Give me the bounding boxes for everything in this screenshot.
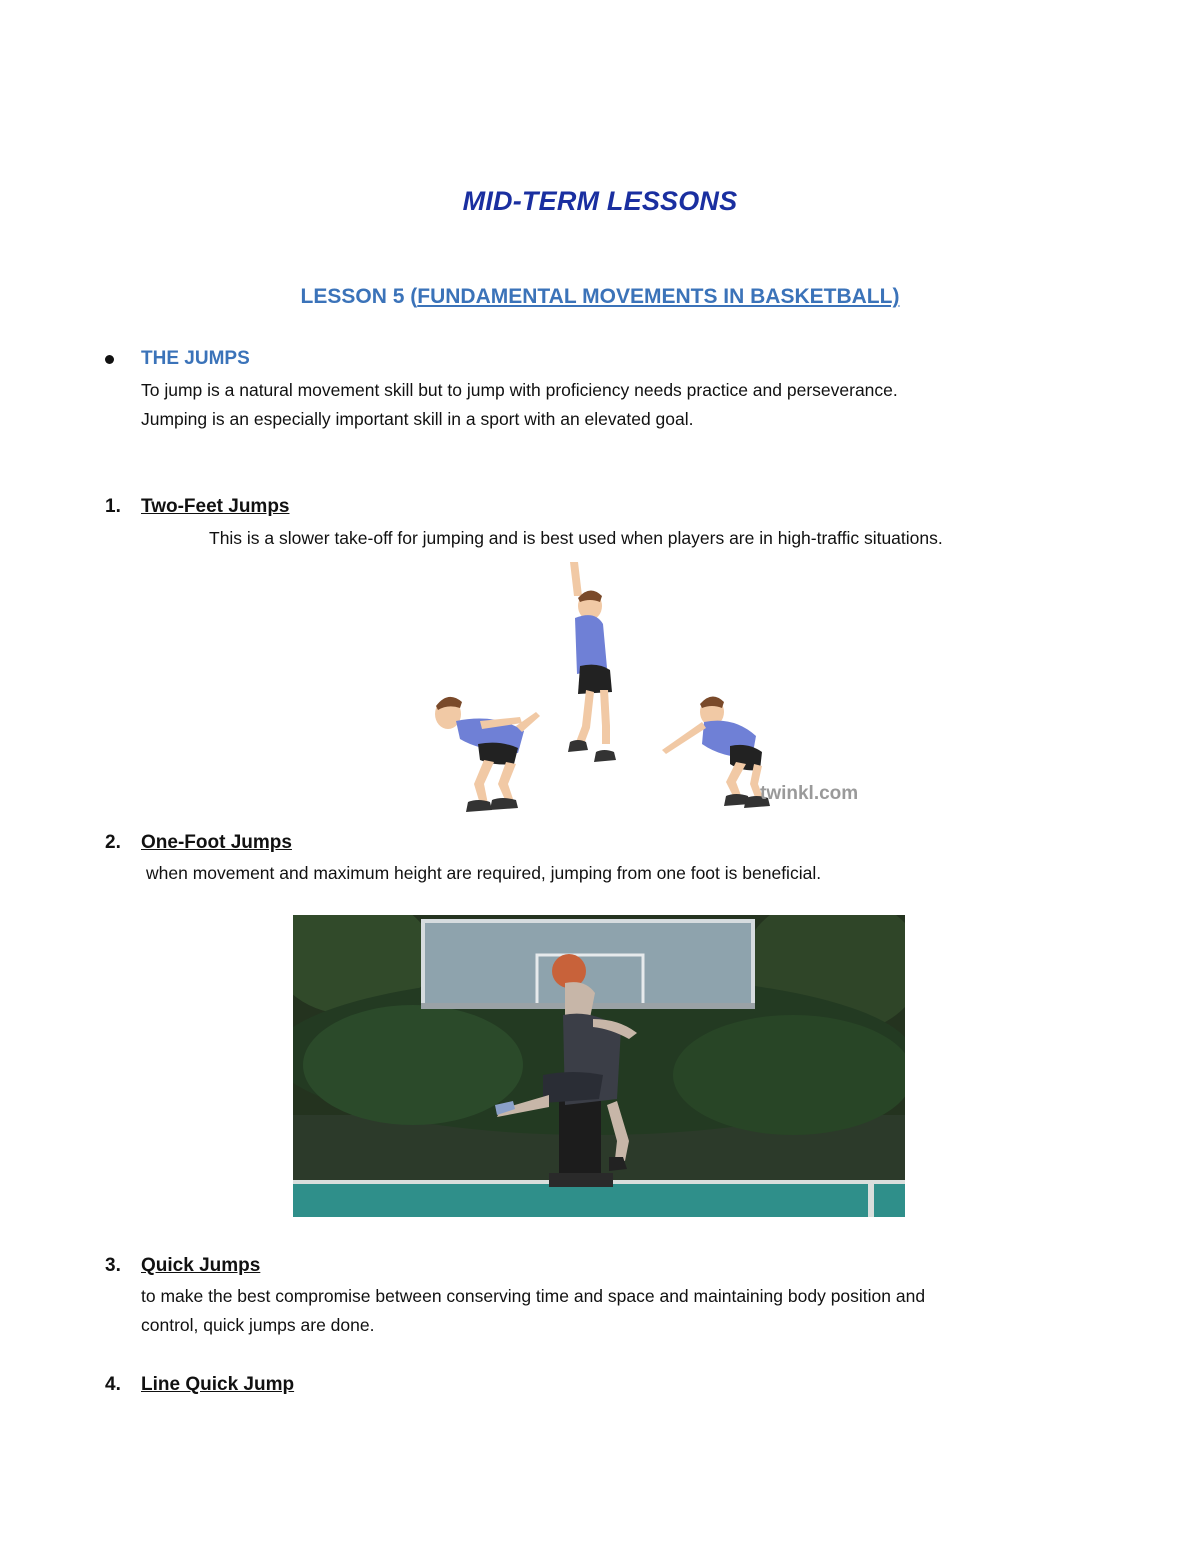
- watermark-text: twinkl.com: [760, 783, 859, 804]
- jumps-intro-line-1: To jump is a natural movement skill but to jump with proficiency needs practice and perseverance.: [141, 380, 898, 400]
- bullet-dot-icon: [105, 355, 114, 364]
- item-3-text-line-1: to make the best compromise between conserving time and space and maintaining body position and: [141, 1286, 926, 1306]
- item-2-title: One-Foot Jumps: [141, 832, 292, 853]
- item-1-title: Two-Feet Jumps: [141, 496, 290, 517]
- jumping-player-figure: [568, 562, 616, 762]
- document-title: MID-TERM LESSONS: [462, 186, 738, 216]
- item-3-number: 3.: [105, 1255, 121, 1276]
- item-3-text-line-2: control, quick jumps are done.: [141, 1315, 375, 1335]
- crouching-player-figure: [435, 697, 540, 812]
- item-2-number: 2.: [105, 832, 121, 853]
- item-2-text: when movement and maximum height are required, jumping from one foot is beneficial.: [146, 863, 822, 883]
- item-4-title: Line Quick Jump: [141, 1374, 295, 1395]
- landing-player-figure: [662, 696, 770, 808]
- item-1-text: This is a slower take-off for jumping and is best used when players are in high-traffic situations.: [209, 528, 943, 548]
- item-3-title: Quick Jumps: [141, 1255, 261, 1276]
- jumps-intro-line-2: Jumping is an especially important skill in a sport with an elevated goal.: [141, 409, 694, 429]
- item-4-number: 4.: [105, 1374, 121, 1395]
- two-feet-jump-illustration: [420, 556, 870, 821]
- one-foot-jump-photo: [293, 915, 905, 1217]
- item-1-number: 1.: [105, 496, 121, 517]
- lesson-prefix: LESSON 5 (: [300, 285, 418, 308]
- lesson-heading: [0, 285, 1200, 309]
- lesson-topic: FUNDAMENTAL MOVEMENTS IN BASKETBALL): [417, 285, 900, 308]
- section-heading-jumps: THE JUMPS: [141, 348, 250, 369]
